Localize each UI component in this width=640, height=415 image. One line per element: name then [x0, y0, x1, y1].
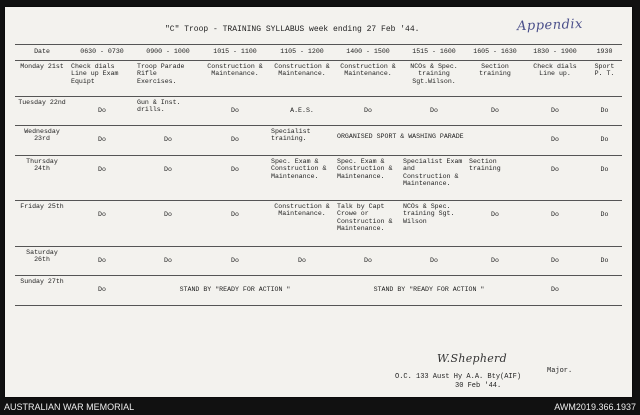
- document-title: "C" Troop - TRAINING SYLLABUS week ending 27 Feb '44.: [165, 25, 420, 34]
- table-row: [15, 201, 622, 247]
- table-cell: Construction & Maintenance.: [269, 61, 335, 97]
- column-header: 1515 - 1600: [401, 45, 467, 61]
- row-day: Wednesday 23rd: [15, 126, 69, 156]
- handwritten-signature: W.Shepherd: [437, 352, 507, 365]
- table-cell: Do: [587, 156, 622, 201]
- table-cell: Do: [69, 156, 135, 201]
- row-day: Monday 21st: [15, 61, 69, 97]
- table-cell: Do: [523, 247, 587, 276]
- table-cell: Section training: [467, 156, 523, 201]
- table-cell: Do: [69, 276, 135, 306]
- table-row: [15, 156, 622, 201]
- table-cell: Spec. Exam & Construction & Maintenance.: [335, 156, 401, 201]
- table-cell: Do: [587, 97, 622, 126]
- table-cell: Check dials Line up Exam Equipt: [69, 61, 135, 97]
- table-cell: Specialist training.: [269, 126, 335, 156]
- table-cell: Do: [335, 97, 401, 126]
- column-header: 1830 - 1900: [523, 45, 587, 61]
- table-cell: Do: [467, 201, 523, 247]
- table-header-row: [15, 45, 622, 61]
- table-cell: Do: [523, 156, 587, 201]
- table-cell: Do: [401, 247, 467, 276]
- table-row: [15, 61, 622, 97]
- table-cell: Do: [135, 201, 201, 247]
- column-header: 0630 - 0730: [69, 45, 135, 61]
- table-cell: Do: [69, 201, 135, 247]
- stand-by-cell: STAND BY "READY FOR ACTION ": [335, 276, 523, 306]
- table-cell: Section training: [467, 61, 523, 97]
- table-cell: Do: [587, 126, 622, 156]
- row-day: Tuesday 22nd: [15, 97, 69, 126]
- table-cell: Do: [201, 97, 269, 126]
- table-cell: Do: [69, 126, 135, 156]
- table-cell: Do: [523, 276, 587, 306]
- table-cell: Do: [335, 247, 401, 276]
- table-cell: Check dials Line up.: [523, 61, 587, 97]
- document-page: [5, 7, 632, 397]
- signature-unit: O.C. 133 Aust Hy A.A. Bty(AIF): [395, 373, 522, 381]
- column-header: 0900 - 1000: [135, 45, 201, 61]
- table-cell: Do: [523, 201, 587, 247]
- row-day: Thursday 24th: [15, 156, 69, 201]
- table-cell: Construction & Maintenance.: [201, 61, 269, 97]
- column-header: Date: [15, 45, 69, 61]
- column-header: 1605 - 1630: [467, 45, 523, 61]
- table-cell: Do: [201, 156, 269, 201]
- table-cell: Do: [201, 126, 269, 156]
- table-row: [15, 126, 622, 156]
- table-cell: Specialist Exam and Construction & Maintenance.: [401, 156, 467, 201]
- table-cell: Do: [523, 97, 587, 126]
- signature-block: [395, 352, 625, 402]
- table-row: [15, 276, 622, 306]
- signature-rank: Major.: [547, 367, 573, 375]
- row-day: Saturday 26th: [15, 247, 69, 276]
- table-row: [15, 97, 622, 126]
- table-cell: Spec. Exam & Construction & Maintenance.: [269, 156, 335, 201]
- footer-institution: AUSTRALIAN WAR MEMORIAL: [4, 402, 135, 412]
- column-header: 1930: [587, 45, 622, 61]
- organised-sport-cell: ORGANISED SPORT & WASHING PARADE: [335, 126, 523, 156]
- table-cell: Do: [135, 156, 201, 201]
- stand-by-cell: STAND BY "READY FOR ACTION ": [135, 276, 335, 306]
- table-cell: A.E.S.: [269, 97, 335, 126]
- table-cell: Do: [69, 97, 135, 126]
- table-cell: Construction & Maintenance.: [335, 61, 401, 97]
- table-cell: Do: [201, 247, 269, 276]
- column-header: 1400 - 1500: [335, 45, 401, 61]
- table-cell: Do: [201, 201, 269, 247]
- table-cell: Construction & Maintenance.: [269, 201, 335, 247]
- table-cell: Do: [587, 247, 622, 276]
- table-cell: Do: [269, 247, 335, 276]
- table-cell: Do: [135, 247, 201, 276]
- footer-accession-number: AWM2019.366.1937: [554, 402, 636, 412]
- training-syllabus-table: [15, 44, 622, 306]
- column-header: 1105 - 1200: [269, 45, 335, 61]
- table-cell: Gun & Inst. drills.: [135, 97, 201, 126]
- table-cell: Do: [467, 247, 523, 276]
- table-cell: Do: [135, 126, 201, 156]
- row-day: Sunday 27th: [15, 276, 69, 306]
- table-cell: [587, 276, 622, 306]
- table-cell: NCOs & Spec. training Sgt. Wilson: [401, 201, 467, 247]
- table-cell: Do: [69, 247, 135, 276]
- table-cell: Troop Parade Rifle Exercises.: [135, 61, 201, 97]
- table-cell: Sport P. T.: [587, 61, 622, 97]
- table-row: [15, 247, 622, 276]
- signature-date: 30 Feb '44.: [455, 382, 502, 390]
- handwritten-annotation: Appendix: [516, 16, 584, 35]
- table-cell: Do: [587, 201, 622, 247]
- table-cell: Talk by Capt Crowe or Construction & Maintenance.: [335, 201, 401, 247]
- table-cell: Do: [467, 97, 523, 126]
- row-day: Friday 25th: [15, 201, 69, 247]
- table-cell: Do: [523, 126, 587, 156]
- table-cell: NCOs & Spec. training Sgt.Wilson.: [401, 61, 467, 97]
- column-header: 1015 - 1100: [201, 45, 269, 61]
- table-cell: Do: [401, 97, 467, 126]
